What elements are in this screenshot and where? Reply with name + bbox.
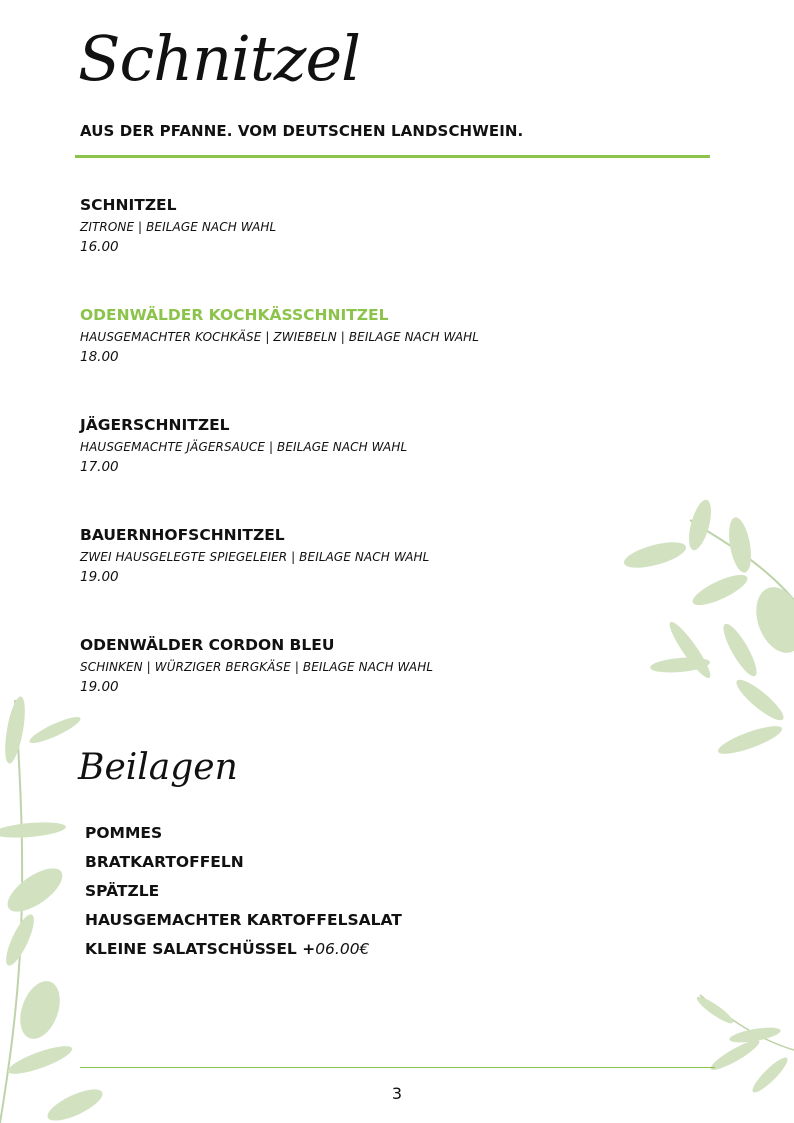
- item-description: HAUSGEMACHTER KOCHKÄSE | ZWIEBELN | BEILAGE NACH WAHL: [80, 330, 480, 344]
- item-price: 17.00: [80, 459, 119, 475]
- side-item: BRATKARTOFFELN: [85, 853, 244, 871]
- divider: [75, 155, 710, 158]
- side-item-price: 06.00€: [315, 940, 370, 958]
- sides-list: [85, 819, 402, 964]
- item-name: BAUERNHOFSCHNITZEL: [80, 526, 285, 544]
- item-price: 19.00: [80, 679, 119, 695]
- item-name: ODENWÄLDER CORDON BLEU: [80, 636, 335, 654]
- side-item-label: KLEINE SALATSCHÜSSEL +: [85, 940, 316, 958]
- menu-item: [80, 525, 620, 587]
- page-number: 3: [391, 1084, 403, 1103]
- item-price: 16.00: [80, 239, 119, 255]
- footer-divider: [80, 1067, 715, 1068]
- side-item: SPÄTZLE: [85, 882, 160, 900]
- item-description: SCHINKEN | WÜRZIGER BERGKÄSE | BEILAGE NACH WAHL: [80, 660, 434, 674]
- item-description: ZWEI HAUSGELEGTE SPIEGELEIER | BEILAGE NACH WAHL: [80, 550, 430, 564]
- item-name: SCHNITZEL: [80, 196, 177, 214]
- item-name: ODENWÄLDER KOCHKÄSSCHNITZEL: [80, 306, 389, 324]
- item-description: ZITRONE | BEILAGE NACH WAHL: [80, 220, 277, 234]
- side-item-salad: [85, 935, 402, 964]
- side-item: HAUSGEMACHTER KARTOFFELSALAT: [85, 911, 402, 929]
- menu-item: [80, 195, 620, 257]
- menu-item: [80, 415, 620, 477]
- item-description: HAUSGEMACHTE JÄGERSAUCE | BEILAGE NACH WAHL: [80, 440, 408, 454]
- sides-title: Beilagen: [78, 747, 238, 788]
- menu-item: [80, 635, 620, 697]
- menu-item: [80, 305, 620, 367]
- item-price: 19.00: [80, 569, 119, 585]
- page-subtitle: AUS DER PFANNE. VOM DEUTSCHEN LANDSCHWEIN.: [80, 122, 524, 140]
- side-item: POMMES: [85, 824, 163, 842]
- item-price: 18.00: [80, 349, 119, 365]
- page-title: Schnitzel: [78, 22, 360, 95]
- item-name: JÄGERSCHNITZEL: [80, 416, 230, 434]
